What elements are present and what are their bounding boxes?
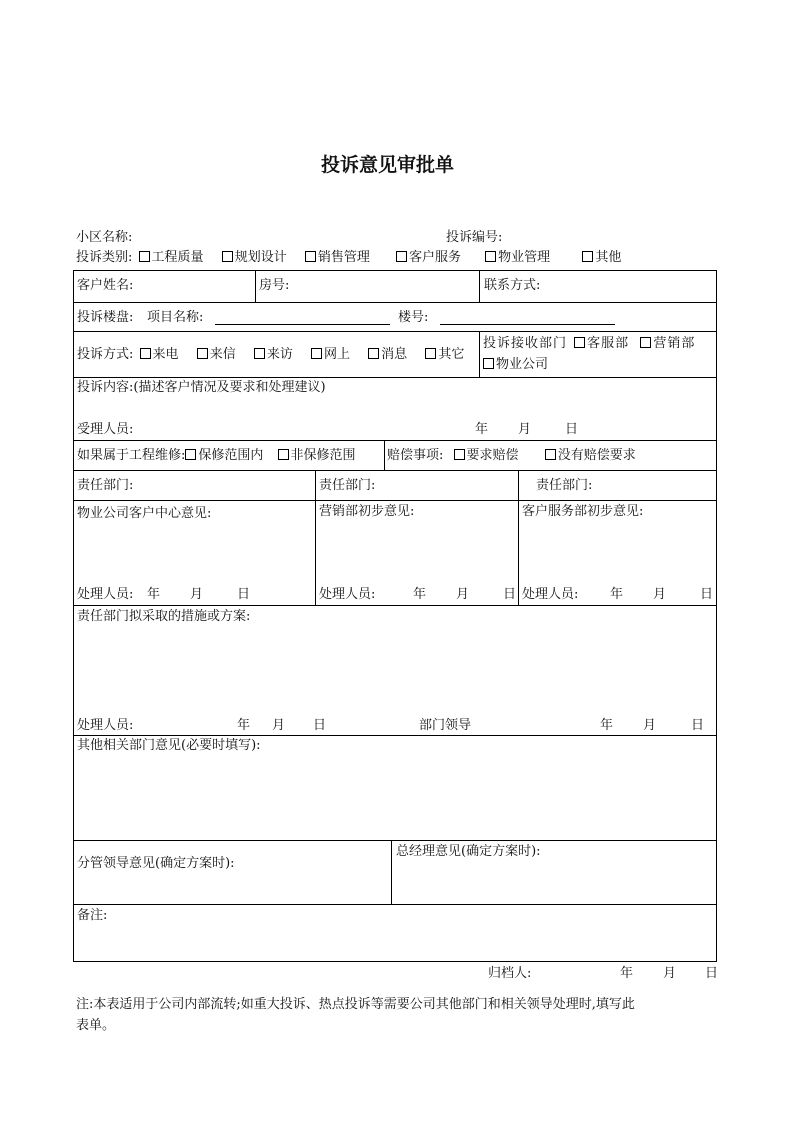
date-month: 月 (456, 587, 470, 602)
responsible-dept-label: 责任部门: (77, 478, 134, 493)
date-day: 日 (237, 587, 251, 602)
checkbox-icon[interactable] (425, 348, 436, 359)
category-option[interactable]: 其他 (582, 250, 621, 266)
method-option[interactable]: 来访 (254, 347, 293, 363)
footnote: 表单。 (76, 1018, 116, 1033)
other-dept-opinion-label: 其他相关部门意见(必要时填写): (77, 738, 261, 753)
method-option[interactable]: 其它 (425, 347, 464, 363)
date-year: 年 (413, 587, 427, 602)
marketing-opinion-label: 营销部初步意见: (319, 504, 415, 519)
checkbox-icon[interactable] (545, 449, 556, 460)
date-year: 年 (147, 587, 161, 602)
receiving-option[interactable]: 营销部 (640, 336, 695, 352)
date-year: 年 (237, 718, 251, 733)
property-center-opinion-label: 物业公司客户中心意见: (77, 506, 212, 521)
category-option[interactable]: 物业管理 (485, 250, 550, 266)
complaint-category-row (76, 250, 621, 266)
method-option[interactable]: 来信 (197, 347, 236, 363)
checkbox-icon[interactable] (396, 251, 407, 262)
complaint-method-row (77, 347, 464, 363)
compensation-option[interactable]: 要求赔偿 (454, 448, 519, 464)
project-name-label: 项目名称: (147, 310, 204, 325)
project-name-field[interactable] (215, 324, 390, 325)
checkbox-icon[interactable] (140, 348, 151, 359)
date-year: 年 (610, 587, 624, 602)
date-month: 月 (272, 718, 286, 733)
date-year: 年 (475, 422, 489, 437)
date-day: 日 (705, 966, 719, 981)
checkbox-icon[interactable] (368, 348, 379, 359)
category-option[interactable]: 工程质量 (139, 250, 204, 266)
category-option[interactable]: 客户服务 (396, 250, 461, 266)
measures-label: 责任部门拟采取的措施或方案: (77, 609, 251, 624)
table-border (73, 270, 74, 962)
method-option[interactable]: 网上 (311, 347, 350, 363)
page-title: 投诉意见审批单 (321, 154, 455, 176)
receiving-dept-row (483, 336, 695, 352)
table-border (73, 961, 717, 962)
remarks-label: 备注: (77, 908, 108, 923)
date-day: 日 (313, 718, 327, 733)
complaint-content-label: 投诉内容:(描述客户情况及要求和处理建议) (77, 380, 326, 395)
dept-leader-label: 部门领导 (419, 718, 472, 733)
handler-label: 处理人员: (77, 718, 134, 733)
table-border (73, 270, 717, 271)
checkbox-icon[interactable] (278, 449, 289, 460)
community-name-label: 小区名称: (76, 230, 133, 245)
handler-label: 处理人员: (319, 587, 376, 602)
engineering-label: 如果属于工程维修: (77, 448, 186, 463)
receiving-option[interactable]: 客服部 (574, 336, 629, 352)
engineering-row (77, 448, 356, 464)
date-day: 日 (691, 718, 705, 733)
checkbox-icon[interactable] (640, 337, 651, 348)
category-label: 投诉类别: (76, 250, 133, 265)
checkbox-icon[interactable] (222, 251, 233, 262)
building-field[interactable] (440, 324, 615, 325)
checkbox-icon[interactable] (139, 251, 150, 262)
leader-opinion-label: 分管领导意见(确定方案时): (77, 856, 235, 871)
checkbox-icon[interactable] (185, 449, 196, 460)
checkbox-icon[interactable] (574, 337, 585, 348)
date-month: 月 (653, 587, 667, 602)
date-day: 日 (565, 422, 579, 437)
responsible-dept-label: 责任部门: (319, 478, 376, 493)
compensation-option[interactable]: 没有赔偿要求 (545, 448, 636, 464)
date-month: 月 (643, 718, 657, 733)
checkbox-icon[interactable] (311, 348, 322, 359)
responsible-dept-label: 责任部门: (536, 478, 593, 493)
checkbox-icon[interactable] (254, 348, 265, 359)
gm-opinion-label: 总经理意见(确定方案时): (396, 844, 541, 859)
category-option[interactable]: 规划设计 (222, 250, 287, 266)
method-option[interactable]: 消息 (368, 347, 407, 363)
date-day: 日 (503, 587, 517, 602)
compensation-row (387, 448, 636, 464)
engineering-option[interactable]: 保修范围内 (185, 448, 263, 464)
checkbox-icon[interactable] (197, 348, 208, 359)
method-label: 投诉方式: (77, 347, 134, 362)
checkbox-icon[interactable] (485, 251, 496, 262)
date-month: 月 (663, 966, 677, 981)
footnote: 注:本表适用于公司内部流转;如重大投诉、热点投诉等需要公司其他部门和相关领导处理时,填写此 (76, 997, 635, 1012)
checkbox-icon[interactable] (582, 251, 593, 262)
date-day: 日 (700, 587, 714, 602)
complaint-no-label: 投诉编号: (446, 230, 503, 245)
method-option[interactable]: 来电 (140, 347, 179, 363)
receiving-dept-label: 投诉接收部门 (483, 336, 568, 351)
receiving-option[interactable]: 物业公司 (483, 357, 548, 373)
checkbox-icon[interactable] (305, 251, 316, 262)
customer-service-opinion-label: 客户服务部初步意见: (522, 504, 644, 519)
handler-label: 处理人员: (77, 587, 134, 602)
date-year: 年 (600, 718, 614, 733)
customer-name-label: 客户姓名: (77, 278, 134, 293)
date-month: 月 (190, 587, 204, 602)
property-label: 投诉楼盘: (77, 310, 134, 325)
archiver-label: 归档人: (488, 966, 532, 981)
compensation-label: 赔偿事项: (387, 448, 444, 463)
checkbox-icon[interactable] (454, 449, 465, 460)
room-label: 房号: (259, 278, 290, 293)
table-border (716, 270, 717, 962)
category-option[interactable]: 销售管理 (305, 250, 370, 266)
date-year: 年 (620, 966, 634, 981)
contact-label: 联系方式: (484, 278, 541, 293)
engineering-option[interactable]: 非保修范围 (278, 448, 356, 464)
checkbox-icon[interactable] (483, 358, 494, 369)
date-month: 月 (518, 422, 532, 437)
handler-label: 处理人员: (522, 587, 579, 602)
receiver-label: 受理人员: (77, 422, 134, 437)
building-label: 楼号: (398, 310, 429, 325)
